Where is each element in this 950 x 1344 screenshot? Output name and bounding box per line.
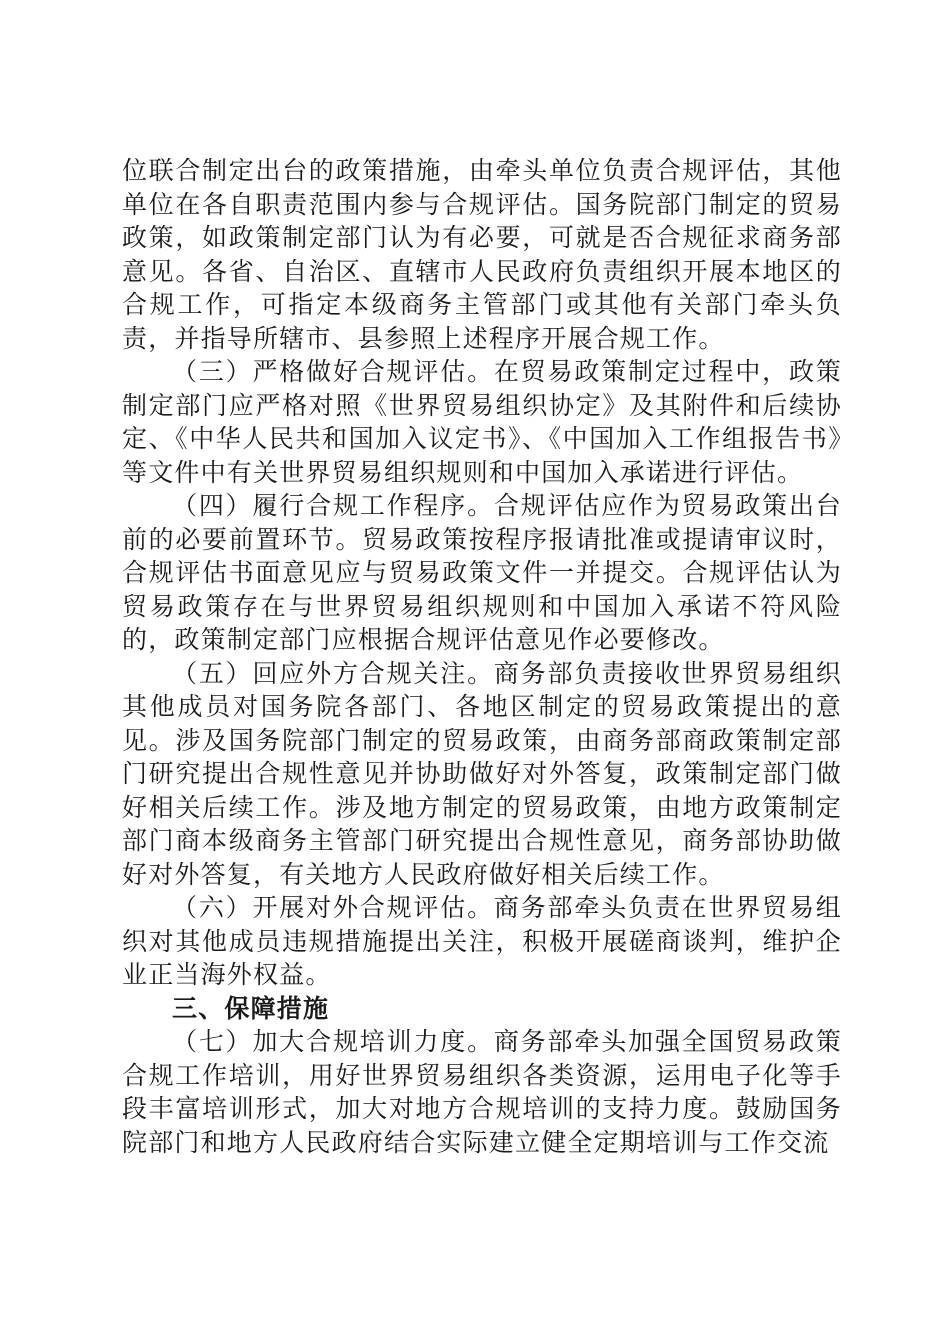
paragraph-continued: 位联合制定出台的政策措施，由牵头单位负责合规评估，其他单位在各自职责范围内参与合规评估。国务院部门制定的贸易政策，如政策制定部门认为有必要，可就是否合规征求商务部意见。各省、自治区、直辖市人民政府负责组织开展本地区的合规工作，可指定本级商务主管部门或其他有关部门牵头负责，并指导所辖市、县参照上述程序开展合规工作。 [122,156,842,353]
paragraph-training: （七）加大合规培训力度。商务部牵头加强全国贸易政策合规工作培训，用好世界贸易组织各类资源，运用电子化等手段丰富培训形式，加大对地方合规培训的支持力度。鼓励国务院部门和地方人民政府结合实际建立健全定期培训与工作交流 [122,1027,842,1157]
document-body [122,154,842,1159]
paragraph-compliance-assessment: （三）严格做好合规评估。在贸易政策制定过程中，政策制定部门应严格对照《世界贸易组织协定》及其附件和后续协定、《中华人民共和国加入议定书》、《中国加入工作组报告书》等文件中有关世界贸易组织规则和中国加入承诺进行评估。 [122,357,842,487]
paragraph-compliance-procedure: （四）履行合规工作程序。合规评估应作为贸易政策出台前的必要前置环节。贸易政策按程序报请批准或提请审议时，合规评估书面意见应与贸易政策文件一并提交。合规评估认为贸易政策存在与世界贸易组织规则和中国加入承诺不符风险的，政策制定部门应根据合规评估意见作必要修改。 [122,491,842,654]
paragraph-external-assessment: （六）开展对外合规评估。商务部牵头负责在世界贸易组织对其他成员违规措施提出关注，积极开展磋商谈判，维护企业正当海外权益。 [122,893,842,989]
section-heading: 三、保障措施 [172,993,330,1023]
paragraph-foreign-concerns: （五）回应外方合规关注。商务部负责接收世界贸易组织其他成员对国务院各部门、各地区制定的贸易政策提出的意见。涉及国务院部门制定的贸易政策，由商务部商政策制定部门研究提出合规性意见并协助做好对外答复，政策制定部门做好相关后续工作。涉及地方制定的贸易政策，由地方政策制定部门商本级商务主管部门研究提出合规性意见，商务部协助做好对外答复，有关地方人民政府做好相关后续工作。 [122,658,842,889]
